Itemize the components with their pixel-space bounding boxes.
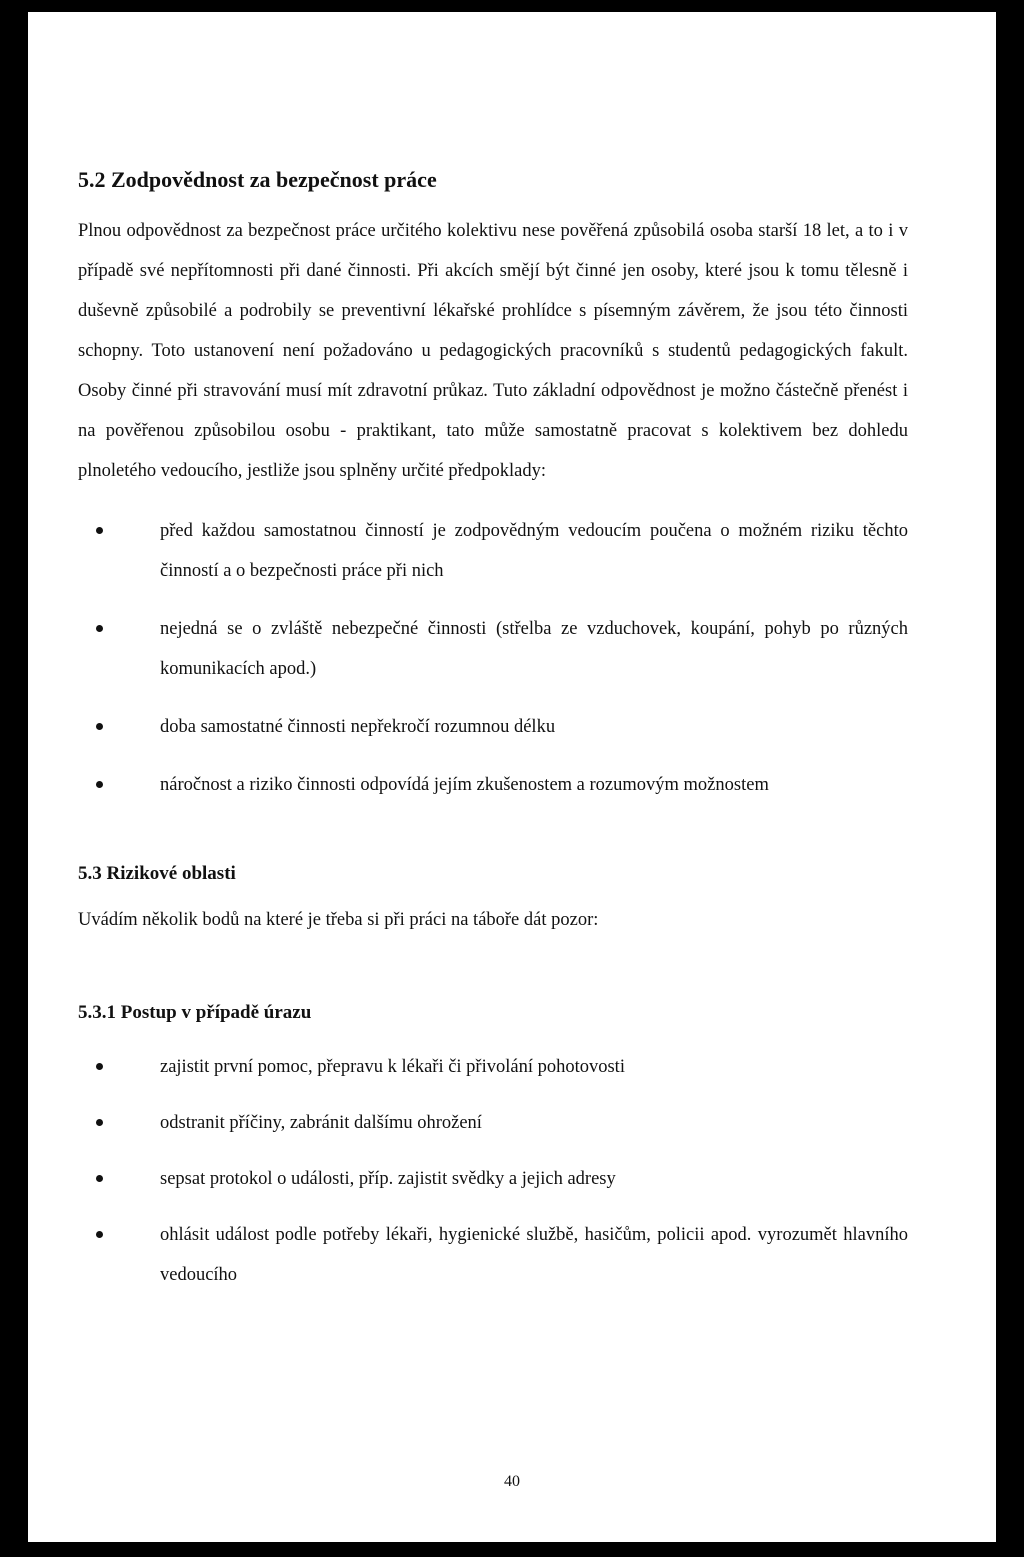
page-number: 40: [504, 1473, 520, 1490]
section-5-2-bullet-list: [78, 511, 908, 805]
list-item: před každou samostatnou činností je zodpovědným vedoucím poučena o možném riziku těchto činností a o bezpečnosti práce při nich: [78, 511, 908, 591]
list-item: odstranit příčiny, zabránit dalšímu ohrožení: [78, 1103, 908, 1143]
section-5-3-heading: 5.3 Rizikové oblasti: [78, 863, 236, 885]
section-5-2-heading: 5.2 Zodpovědnost za bezpečnost práce: [78, 167, 437, 192]
list-item: zajistit první pomoc, přepravu k lékaři či přivolání pohotovosti: [78, 1047, 908, 1087]
list-item: nejedná se o zvláště nebezpečné činnosti (střelba ze vzduchovek, koupání, pohyb po různých komunikacích apod.): [78, 609, 908, 689]
section-5-3-1-bullet-list: [78, 1047, 908, 1295]
list-item: ohlásit událost podle potřeby lékaři, hygienické službě, hasičům, policii apod. vyrozumět hlavního vedoucího: [78, 1215, 908, 1295]
section-5-2-paragraph: Plnou odpovědnost za bezpečnost práce určitého kolektivu nese pověřená způsobilá osoba starší 18 let, a to i v případě své nepřítomnosti při dané činnosti. Při akcích smějí být činné jen osoby, které jsou k tomu tělesně i duševně způsobilé a podrobily se preventivní lékařské prohlídce s písemným závěrem, že jsou této činnosti schopny. Toto ustanovení není požadováno u pedagogických pracovníků s studentů pedagogických fakult. Osoby činné při stravování musí mít zdravotní průkaz. Tuto základní odpovědnost je možno částečně přenést i na pověřenou způsobilou osobu - praktikant, tato může samostatně pracovat s kolektivem bez dohledu plnoletého vedoucího, jestliže jsou splněny určité předpoklady:: [78, 221, 908, 482]
document-page: [28, 12, 996, 1542]
section-5-3-paragraph: Uvádím několik bodů na které je třeba si při práci na táboře dát pozor:: [78, 910, 599, 931]
section-5-3-1-heading: 5.3.1 Postup v případě úrazu: [78, 1002, 312, 1024]
list-item: doba samostatné činnosti nepřekročí rozumnou délku: [78, 707, 908, 747]
page-content: [78, 167, 908, 1311]
list-item: sepsat protokol o události, příp. zajistit svědky a jejich adresy: [78, 1159, 908, 1199]
list-item: náročnost a riziko činnosti odpovídá jejím zkušenostem a rozumovým možnostem: [78, 765, 908, 805]
